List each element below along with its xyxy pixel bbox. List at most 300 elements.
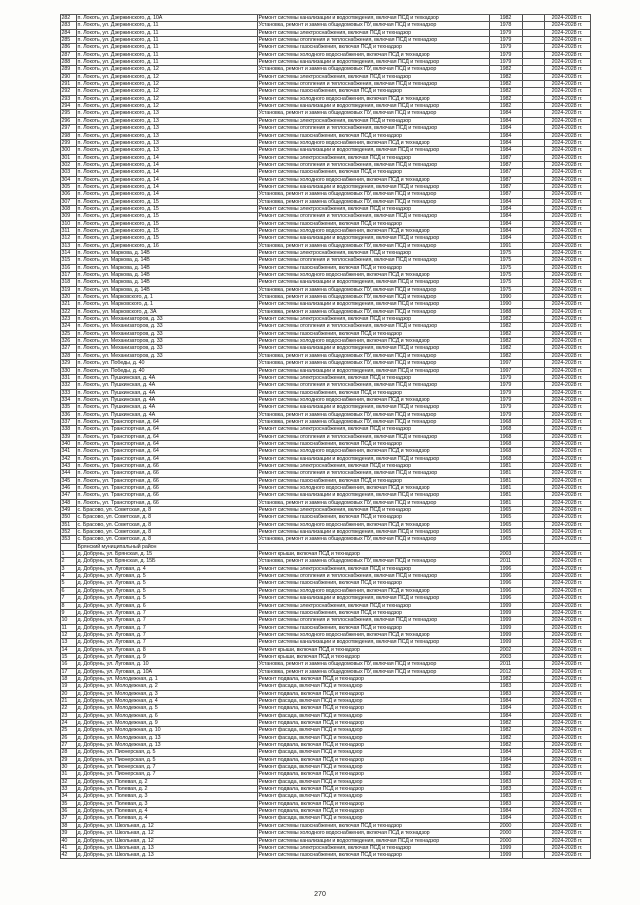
row-work-type: Ремонт системы электроснабжения, включая ПСД и технадзор — [258, 250, 412, 256]
column-divider — [257, 14, 258, 859]
row-work-type: Установка, ремонт и замена общедомовых ПУ, включая ПСД и технадзор — [258, 499, 437, 506]
row-work-type: Установка, ремонт и замена общедомовых ПУ, включая ПСД и технадзор — [258, 286, 437, 293]
row-work-type: Ремонт системы холодного водоснабжения, включая ПСД и технадзор — [258, 485, 430, 491]
row-period: 2024-2028 гг. — [551, 771, 583, 778]
row-period: 2024-2028 гг. — [551, 514, 583, 521]
row-number: 9 — [61, 609, 65, 616]
row-number: 5 — [61, 580, 65, 587]
row-address: п. Локоть, ул. Дзержинского, д. 15 — [77, 227, 159, 234]
column-divider — [76, 14, 77, 859]
row-work-type: Ремонт фасада, включая ПСД и технадзор — [258, 727, 363, 734]
row-number: 1 — [61, 551, 65, 558]
row-year-built: 1982 — [499, 316, 512, 323]
row-number: 296 — [61, 117, 71, 124]
table-row — [60, 447, 590, 454]
row-work-type: Ремонт системы газоснабжения, включая ПСД и технадзор — [258, 609, 402, 616]
table-row — [60, 396, 590, 403]
row-work-type: Ремонт системы холодного водоснабжения, включая ПСД и технадзор — [258, 176, 430, 183]
row-period: 2024-2028 гг. — [551, 360, 583, 367]
row-address: п. Локоть, ул. Дзержинского, д. 10А — [77, 15, 163, 21]
row-year-built: 1984 — [499, 697, 512, 704]
row-number: 286 — [61, 44, 71, 51]
row-period: 2024-2028 гг. — [551, 169, 583, 176]
table-border-left — [60, 14, 61, 859]
table-row — [60, 550, 590, 557]
table-row — [60, 704, 590, 711]
table-row — [60, 462, 590, 469]
row-work-type: Ремонт подвала, включая ПСД и технадзор — [258, 720, 364, 726]
table-row — [60, 770, 590, 777]
row-number: 309 — [61, 213, 71, 220]
row-number: 344 — [61, 470, 71, 477]
table-row — [60, 697, 590, 704]
row-year-built: 1975 — [499, 264, 512, 271]
row-period: 2024-2028 гг. — [551, 103, 583, 110]
table-row — [60, 205, 590, 212]
row-work-type: Ремонт системы холодного водоснабжения, включая ПСД и технадзор — [258, 521, 430, 528]
row-work-type: Ремонт подвала, включая ПСД и технадзор — [258, 786, 364, 793]
row-period: 2024-2028 гг. — [551, 808, 583, 815]
table-row — [60, 176, 590, 183]
row-address: д. Добрунь, ул. Луговая, д. 4 — [77, 565, 146, 572]
table-row — [60, 21, 590, 28]
row-year-built: 1965 — [499, 536, 512, 543]
row-year-built: 1981 — [499, 470, 512, 477]
row-work-type: Ремонт системы газоснабжения, включая ПСД и технадзор — [258, 220, 402, 227]
row-number: 16 — [61, 661, 68, 668]
row-address: п. Локоть, ул. Механизаторов, д. 33 — [77, 338, 163, 345]
row-address: п. Локоть, ул. Транспортная, д. 66 — [77, 462, 159, 469]
row-address: д. Добрунь, ул. Молодежная, д. 3 — [77, 690, 158, 697]
row-period: 2024-2028 гг. — [551, 198, 583, 205]
row-number: 328 — [61, 352, 71, 359]
table-row — [60, 624, 590, 631]
table-row — [60, 646, 590, 653]
row-year-built: 1982 — [499, 15, 512, 21]
row-number: 17 — [61, 668, 68, 675]
row-number: 326 — [61, 338, 71, 345]
row-year-built: 1982 — [499, 734, 512, 741]
row-work-type: Ремонт системы канализации и водоотведения, включая ПСД и технадзор — [258, 183, 440, 190]
table-row — [60, 425, 590, 432]
column-divider — [489, 14, 490, 859]
row-address: д. Добрунь, ул. Брянская, д. 15Б — [77, 558, 156, 565]
row-address: д. Добрунь, ул. Луговая, д. 8 — [77, 646, 146, 653]
row-period: 2024-2028 гг. — [551, 264, 583, 271]
row-number: 290 — [61, 73, 71, 80]
row-number: 31 — [61, 771, 68, 778]
row-number: 320 — [61, 294, 71, 301]
table-row — [60, 43, 590, 50]
row-year-built: 1982 — [499, 720, 512, 726]
row-period: 2024-2028 гг. — [551, 529, 583, 536]
row-period: 2024-2028 гг. — [551, 462, 583, 469]
row-address: д. Добрунь, ул. Луговая, д. 5 — [77, 573, 146, 580]
row-address: д. Добрунь, ул. Луговая, д. 10А — [77, 668, 153, 675]
row-number: 301 — [61, 154, 71, 161]
row-period: 2024-2028 гг. — [551, 499, 583, 506]
row-period: 2024-2028 гг. — [551, 396, 583, 403]
row-address: п. Локоть, ул. Транспортная, д. 64 — [77, 448, 159, 455]
row-period: 2024-2028 гг. — [551, 477, 583, 484]
row-work-type: Ремонт системы холодного водоснабжения, включая ПСД и технадзор — [258, 95, 430, 102]
row-year-built: 1987 — [499, 191, 512, 198]
row-address: п. Локоть, ул. Победы, д. 40 — [77, 367, 145, 374]
row-work-type: Установка, ремонт и замена общедомовых ПУ, включая ПСД и технадзор — [258, 536, 437, 543]
row-work-type: Ремонт системы отопления и теплоснабжения, включая ПСД и технадзор — [258, 433, 438, 440]
row-work-type: Ремонт системы холодного водоснабжения, включая ПСД и технадзор — [258, 272, 430, 279]
row-period: 2024-2028 гг. — [551, 551, 583, 558]
row-period: 2024-2028 гг. — [551, 286, 583, 293]
table-row — [60, 403, 590, 410]
row-address: п. Локоть, ул. Дзержинского, д. 15 — [77, 213, 159, 220]
row-work-type: Установка, ремонт и замена общедомовых ПУ, включая ПСД и технадзор — [258, 308, 437, 315]
row-year-built: 1984 — [499, 235, 512, 242]
row-address: д. Добрунь, ул. Полевая, д. 2 — [77, 786, 148, 793]
row-address: д. Добрунь, ул. Молодежная, д. 4 — [77, 697, 158, 704]
row-number: 307 — [61, 198, 71, 205]
row-work-type: Ремонт системы канализации и водоотведения, включая ПСД и технадзор — [258, 639, 440, 646]
row-year-built: 1982 — [499, 338, 512, 345]
row-year-built: 1996 — [499, 595, 512, 602]
row-address: д. Добрунь, ул. Молодежная, д. 10 — [77, 727, 161, 734]
row-work-type: Ремонт системы канализации и водоотведения, включая ПСД и технадзор — [258, 595, 440, 602]
row-period: 2024-2028 гг. — [551, 176, 583, 183]
row-period: 2024-2028 гг. — [551, 573, 583, 580]
row-work-type: Ремонт подвала, включая ПСД и технадзор — [258, 800, 364, 807]
row-address: д. Добрунь, ул. Молодежная, д. 5 — [77, 705, 158, 712]
row-period: 2024-2028 гг. — [551, 675, 583, 682]
row-year-built: 2003 — [499, 551, 512, 558]
row-address: п. Локоть, ул. Дзержинского, д. 13 — [77, 117, 159, 124]
row-period: 2024-2028 гг. — [551, 250, 583, 256]
row-number: 299 — [61, 139, 71, 146]
row-address: д. Добрунь, ул. Пионерская, д. 7 — [77, 771, 156, 778]
row-period: 2024-2028 гг. — [551, 29, 583, 36]
row-work-type: Ремонт системы газоснабжения, включая ПСД и технадзор — [258, 264, 402, 271]
row-period: 2024-2028 гг. — [551, 852, 583, 858]
table-row — [60, 389, 590, 396]
row-work-type: Ремонт системы отопления и теплоснабжения, включая ПСД и технадзор — [258, 470, 438, 477]
row-number: 36 — [61, 808, 68, 815]
table-row — [60, 242, 590, 249]
row-year-built: 1979 — [499, 404, 512, 411]
row-work-type: Ремонт системы холодного водоснабжения, включая ПСД и технадзор — [258, 51, 430, 58]
row-work-type: Ремонт системы холодного водоснабжения, включая ПСД и технадзор — [258, 631, 430, 638]
row-year-built: 1981 — [499, 477, 512, 484]
row-year-built: 1982 — [499, 66, 512, 73]
row-work-type: Ремонт системы холодного водоснабжения, включая ПСД и технадзор — [258, 587, 430, 594]
row-work-type: Ремонт фасада, включая ПСД и технадзор — [258, 764, 363, 771]
row-address: п. Локоть, ул. Механизаторов, д. 33 — [77, 330, 163, 337]
row-work-type: Ремонт фасада, включая ПСД и технадзор — [258, 815, 363, 822]
row-period: 2024-2028 гг. — [551, 595, 583, 602]
row-year-built: 2000 — [499, 830, 512, 837]
row-work-type: Ремонт системы канализации и водоотведения, включая ПСД и технадзор — [258, 345, 440, 352]
row-address: п. Локоть, ул. Дзержинского, д. 12 — [77, 95, 159, 102]
row-work-type: Установка, ремонт и замена общедомовых ПУ, включая ПСД и технадзор — [258, 191, 437, 198]
row-number: 345 — [61, 477, 71, 484]
row-address: д. Добрунь, ул. Луговая, д. 9 — [77, 653, 146, 660]
row-year-built: 2011 — [499, 558, 512, 565]
row-period: 2024-2028 гг. — [551, 411, 583, 418]
row-period: 2024-2028 гг. — [551, 22, 583, 29]
row-address: д. Добрунь, ул. Луговая, д. 7 — [77, 639, 146, 646]
table-row — [60, 565, 590, 572]
row-period: 2024-2028 гг. — [551, 389, 583, 396]
table-row — [60, 616, 590, 623]
row-work-type: Ремонт системы канализации и водоотведения, включая ПСД и технадзор — [258, 529, 440, 536]
row-year-built: 1982 — [499, 345, 512, 352]
row-period: 2024-2028 гг. — [551, 697, 583, 704]
row-year-built: 1984 — [499, 756, 512, 763]
row-work-type: Ремонт системы отопления и теплоснабжения, включая ПСД и технадзор — [258, 81, 438, 88]
table-row — [60, 668, 590, 675]
row-number: 42 — [61, 852, 68, 858]
row-year-built: 1978 — [499, 22, 512, 29]
table-row — [60, 572, 590, 579]
row-work-type: Ремонт системы канализации и водоотведения, включая ПСД и техкадзор — [258, 15, 439, 21]
row-work-type: Ремонт фасада, включая ПСД и технадзор — [258, 778, 363, 785]
row-year-built: 1975 — [499, 257, 512, 264]
row-work-type: Ремонт системы отопления и теплоснабжения, включая ПСД и технадзор — [258, 617, 438, 624]
row-address: д. Добрунь, ул. Луговая, д. 6 — [77, 602, 146, 609]
row-address: п. Локоть, ул. Дзержинского, д. 14 — [77, 169, 159, 176]
row-number: 289 — [61, 66, 71, 73]
row-number: 346 — [61, 485, 71, 491]
row-work-type: Ремонт системы отопления и теплоснабжения, включая ПСД и технадзор — [258, 161, 438, 168]
row-number: 323 — [61, 316, 71, 323]
row-year-built: 1979 — [499, 411, 512, 418]
schedule-table — [60, 14, 590, 859]
row-period: 2024-2028 гг. — [551, 492, 583, 499]
row-work-type: Ремонт системы электроснабжения, включая ПСД и технадзор — [258, 462, 412, 469]
row-number: 18 — [61, 675, 68, 682]
row-period: 2024-2028 гг. — [551, 440, 583, 447]
row-period: 2024-2028 гг. — [551, 830, 583, 837]
row-work-type: Ремонт системы электроснабжения, включая ПСД и технадзор — [258, 117, 412, 124]
row-number: 29 — [61, 756, 68, 763]
row-number: 314 — [61, 250, 71, 256]
table-row — [60, 212, 590, 219]
row-number: 41 — [61, 844, 68, 851]
row-period: 2024-2028 гг. — [551, 683, 583, 690]
row-number: 298 — [61, 132, 71, 139]
row-number: 330 — [61, 367, 71, 374]
row-period: 2024-2028 гг. — [551, 580, 583, 587]
row-year-built: 1979 — [499, 37, 512, 44]
row-work-type: Установка, ремонт и замена общедомовых ПУ, включая ПСД и технадзор — [258, 110, 437, 117]
row-address: п. Локоть, ул. Дзержинского, д. 15 — [77, 220, 159, 227]
row-address: п. Локоть, ул. Дзержинского, д. 13 — [77, 139, 159, 146]
row-work-type: Ремонт системы газоснабжения, включая ПСД и технадзор — [258, 514, 402, 521]
row-address: п. Локоть, ул. Маркова, д. 14В — [77, 264, 150, 271]
row-year-built: 1990 — [499, 301, 512, 308]
row-work-type: Ремонт системы электроснабжения, включая ПСД и технадзор — [258, 374, 412, 381]
table-row — [60, 29, 590, 36]
row-number: 283 — [61, 22, 71, 29]
row-year-built: 2002 — [499, 646, 512, 653]
row-year-built: 1981 — [499, 485, 512, 491]
row-period: 2024-2028 гг. — [551, 235, 583, 242]
row-work-type: Ремонт фасада, включая ПСД и технадзор — [258, 734, 363, 741]
row-year-built: 1988 — [499, 308, 512, 315]
row-year-built: 1965 — [499, 507, 512, 514]
row-address: п. Локоть, ул. Транспортная, д. 66 — [77, 477, 159, 484]
row-number: 25 — [61, 727, 68, 734]
table-row — [60, 851, 590, 858]
row-number: 312 — [61, 235, 71, 242]
row-number: 342 — [61, 455, 71, 462]
row-number: 353 — [61, 536, 71, 543]
row-period: 2024-2028 гг. — [551, 756, 583, 763]
table-row — [60, 109, 590, 116]
row-work-type: Ремонт системы газоснабжения, включая ПСД и технадзор — [258, 624, 402, 631]
row-year-built: 1984 — [499, 198, 512, 205]
row-number: 7 — [61, 595, 65, 602]
row-period: 2024-2028 гг. — [551, 81, 583, 88]
table-row — [60, 286, 590, 293]
row-year-built: 1982 — [499, 323, 512, 330]
row-address: п. Локоть, ул. Марковского, д. 1 — [77, 294, 153, 301]
table-row — [60, 183, 590, 190]
row-address: п. Локоть, ул. Пушкинская, д. 4А — [77, 411, 156, 418]
row-address: с. Брасово, ул. Советская, д. 8 — [77, 529, 152, 536]
row-period: 2024-2028 гг. — [551, 536, 583, 543]
row-number: 22 — [61, 705, 68, 712]
row-number: 305 — [61, 183, 71, 190]
row-work-type: Ремонт системы отопления и теплоснабжения, включая ПСД и технадзор — [258, 573, 438, 580]
row-address: п. Локоть, ул. Механизаторов, д. 33 — [77, 352, 163, 359]
row-number: 40 — [61, 837, 68, 844]
row-period: 2024-2028 гг. — [551, 257, 583, 264]
row-year-built: 1999 — [499, 609, 512, 616]
row-number: 4 — [61, 573, 65, 580]
row-period: 2024-2028 гг. — [551, 95, 583, 102]
table-row — [60, 690, 590, 697]
row-address: д. Добрунь, ул. Луговая, д. 5 — [77, 580, 146, 587]
row-number: 349 — [61, 507, 71, 514]
row-period: 2024-2028 гг. — [551, 631, 583, 638]
row-period: 2024-2028 гг. — [551, 712, 583, 719]
row-period: 2024-2028 гг. — [551, 110, 583, 117]
row-year-built: 1979 — [499, 59, 512, 66]
table-row — [60, 807, 590, 814]
row-year-built: 1979 — [499, 396, 512, 403]
row-year-built: 1984 — [499, 110, 512, 117]
row-address: п. Локоть, ул. Дзержинского, д. 12 — [77, 88, 159, 95]
row-address: д. Добрунь, ул. Луговая, д. 7 — [77, 617, 146, 624]
table-row — [60, 146, 590, 153]
row-year-built: 1968 — [499, 440, 512, 447]
row-period: 2024-2028 гг. — [551, 624, 583, 631]
row-address: с. Брасово, ул. Советская, д. 8 — [77, 507, 152, 514]
table-row — [60, 785, 590, 792]
row-work-type: Ремонт системы холодного водоснабжения, включая ПСД и технадзор — [258, 830, 430, 837]
row-period: 2024-2028 гг. — [551, 778, 583, 785]
row-period: 2024-2028 гг. — [551, 470, 583, 477]
row-work-type: Ремонт системы отопления и теплоснабжения, включая ПСД и технадзор — [258, 213, 438, 220]
row-period: 2024-2028 гг. — [551, 242, 583, 249]
row-year-built: 1968 — [499, 418, 512, 425]
row-address: п. Локоть, ул. Маркова, д. 14В — [77, 250, 150, 256]
row-year-built: 1979 — [499, 44, 512, 51]
row-year-built: 1990 — [499, 294, 512, 301]
row-work-type: Ремонт системы канализации и водоотведения, включая ПСД и технадзор — [258, 301, 440, 308]
row-period: 2024-2028 гг. — [551, 690, 583, 697]
table-row — [60, 609, 590, 616]
row-number: 302 — [61, 161, 71, 168]
row-work-type: Ремонт системы газоснабжения, включая ПСД и технадзор — [258, 330, 402, 337]
row-period: 2024-2028 гг. — [551, 815, 583, 822]
row-work-type: Установка, ремонт и замена общедомовых ПУ, включая ПСД и технадзор — [258, 360, 437, 367]
row-number: 294 — [61, 103, 71, 110]
row-number: 304 — [61, 176, 71, 183]
row-number: 319 — [61, 286, 71, 293]
row-year-built: 1987 — [499, 169, 512, 176]
row-number: 337 — [61, 418, 71, 425]
row-number: 331 — [61, 374, 71, 381]
row-period: 2024-2028 гг. — [551, 139, 583, 146]
row-period: 2024-2028 гг. — [551, 66, 583, 73]
table-row — [60, 102, 590, 109]
row-work-type: Установка, ремонт и замена общедомовых ПУ, включая ПСД и технадзор — [258, 242, 437, 249]
row-year-built: 1982 — [499, 73, 512, 80]
row-year-built: 1999 — [499, 852, 512, 858]
row-address: п. Локоть, ул. Дзержинского, д. 11 — [77, 51, 159, 58]
row-period: 2024-2028 гг. — [551, 639, 583, 646]
row-work-type: Ремонт системы холодного водоснабжения, включая ПСД и технадзор — [258, 227, 430, 234]
row-period: 2024-2028 гг. — [551, 793, 583, 800]
row-year-built: 1984 — [499, 213, 512, 220]
row-period: 2024-2028 гг. — [551, 617, 583, 624]
row-number: 6 — [61, 587, 65, 594]
table-row — [60, 602, 590, 609]
row-address: д. Добрунь, ул. Луговая, д. 5 — [77, 595, 146, 602]
row-address: д. Добрунь, ул. Полевая, д. 3 — [77, 800, 148, 807]
row-work-type: Установка, ремонт и замена общедомовых ПУ, включая ПСД и технадзор — [258, 411, 437, 418]
row-period: 2024-2028 гг. — [551, 15, 583, 21]
table-row — [60, 792, 590, 799]
table-row — [60, 359, 590, 366]
row-work-type: Ремонт системы электроснабжения, включая ПСД и технадзор — [258, 73, 412, 80]
row-year-built: 2003 — [499, 653, 512, 660]
row-number: 334 — [61, 396, 71, 403]
row-work-type: Ремонт системы электроснабжения, включая ПСД и технадзор — [258, 426, 412, 433]
row-period: 2024-2028 гг. — [551, 382, 583, 389]
table-row — [60, 778, 590, 785]
table-row — [60, 124, 590, 131]
row-address: п. Локоть, ул. Дзержинского, д. 13 — [77, 125, 159, 132]
row-address: с. Брасово, ул. Советская, д. 8 — [77, 536, 152, 543]
row-year-built: 1979 — [499, 382, 512, 389]
row-work-type: Ремонт системы холодного водоснабжения, включая ПСД и технадзор — [258, 338, 430, 345]
table-row — [60, 506, 590, 513]
row-address: п. Локоть, ул. Марковского, д. 1 — [77, 301, 153, 308]
row-number: 39 — [61, 830, 68, 837]
table-row — [60, 719, 590, 726]
row-period: 2024-2028 гг. — [551, 734, 583, 741]
table-row — [60, 154, 590, 161]
row-period: 2024-2028 гг. — [551, 220, 583, 227]
row-work-type: Ремонт системы электроснабжения, включая ПСД и технадзор — [258, 316, 412, 323]
row-period: 2024-2028 гг. — [551, 44, 583, 51]
row-period: 2024-2028 гг. — [551, 418, 583, 425]
row-year-built: 1982 — [499, 95, 512, 102]
row-year-built: 1984 — [499, 808, 512, 815]
row-address: п. Локоть, ул. Транспортная, д. 64 — [77, 426, 159, 433]
row-work-type: Ремонт подвала, включая ПСД и технадзор — [258, 756, 364, 763]
